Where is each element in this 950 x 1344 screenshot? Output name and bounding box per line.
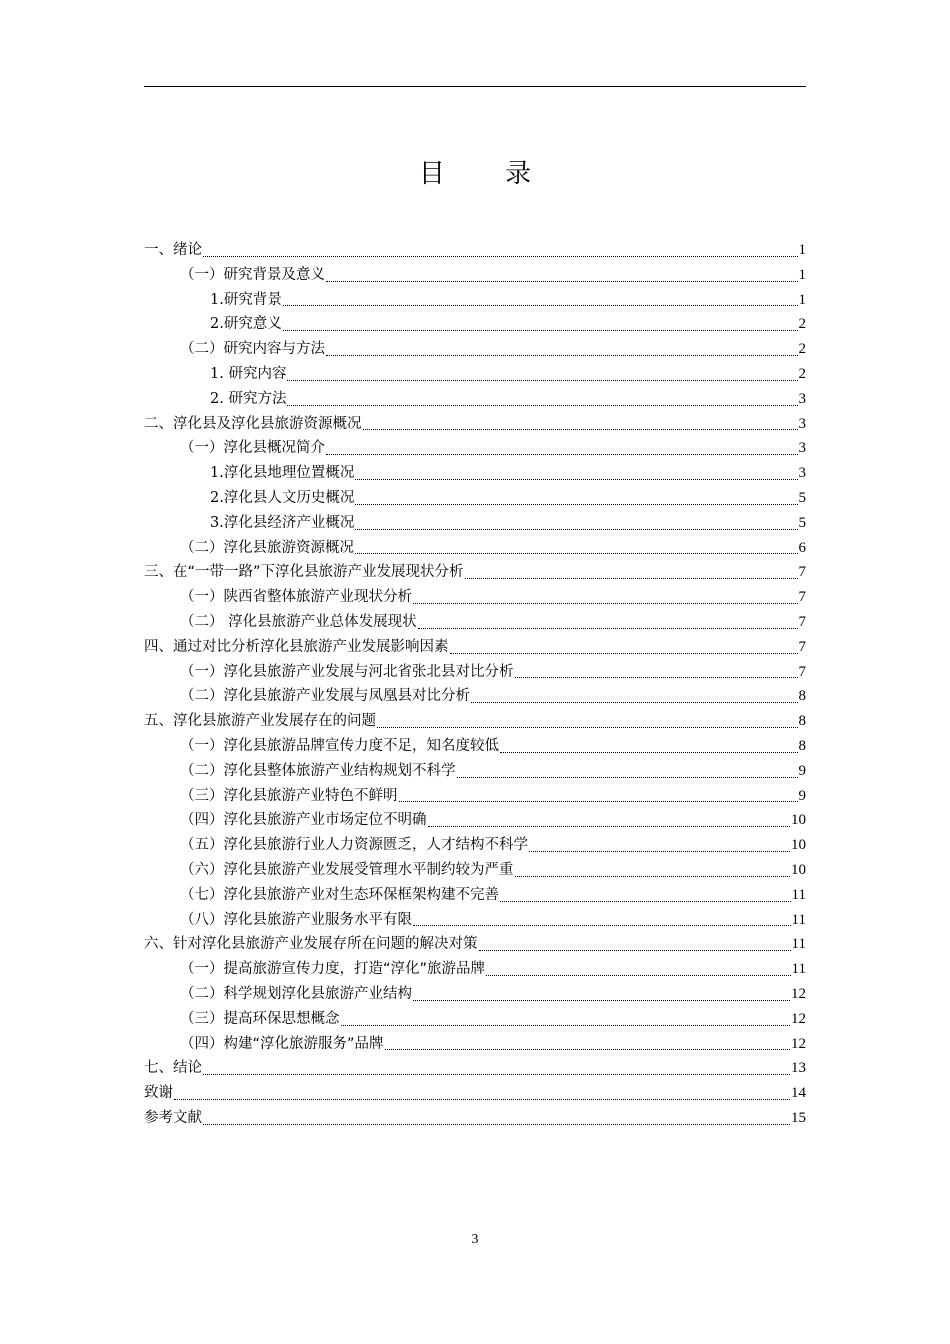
- toc-entry[interactable]: [144, 461, 806, 486]
- toc-entry[interactable]: [144, 784, 806, 809]
- toc-entry-page: 8: [798, 737, 806, 754]
- toc-entry-title: 3.淳化县经济产业概况: [210, 514, 355, 531]
- toc-entry[interactable]: [144, 560, 806, 585]
- toc-leader-dots: [413, 603, 798, 604]
- toc-entry-title: （一）陕西省整体旅游产业现状分析: [180, 589, 412, 606]
- toc-entry-page: 15: [791, 1109, 806, 1126]
- toc-entry[interactable]: [144, 337, 806, 362]
- toc-entry[interactable]: [144, 1081, 806, 1106]
- toc-entry[interactable]: [144, 1007, 806, 1032]
- toc-leader-dots: [203, 1124, 790, 1125]
- toc-leader-dots: [428, 826, 791, 827]
- toc-entry-title: 1. 研究内容: [210, 365, 287, 382]
- toc-entry[interactable]: [144, 511, 806, 536]
- toc-leader-dots: [515, 677, 798, 678]
- toc-leader-dots: [399, 801, 798, 802]
- toc-leader-dots: [465, 578, 798, 579]
- toc-entry-page: 12: [791, 1035, 806, 1052]
- toc-leader-dots: [283, 305, 798, 306]
- toc-entry-page: 11: [791, 961, 806, 978]
- toc-entry-page: 14: [791, 1085, 806, 1102]
- toc-leader-dots: [355, 553, 798, 554]
- toc-leader-dots: [326, 454, 798, 455]
- toc-entry[interactable]: [144, 610, 806, 635]
- toc-entry-page: 10: [791, 837, 806, 854]
- toc-entry-page: 7: [798, 663, 806, 680]
- toc-entry[interactable]: [144, 660, 806, 685]
- toc-entry-page: 12: [791, 985, 806, 1002]
- toc-leader-dots: [486, 975, 791, 976]
- toc-entry-title: （一）淳化县旅游品牌宣传力度不足，知名度较低: [180, 737, 499, 754]
- page-number: 3: [471, 1232, 479, 1247]
- toc-entry-title: （三）提高环保思想概念: [180, 1010, 340, 1027]
- toc-entry[interactable]: [144, 387, 806, 412]
- toc-entry-title: （二）淳化县旅游产业发展与凤凰县对比分析: [180, 688, 470, 705]
- toc-entry-page: 7: [798, 564, 806, 581]
- toc-entry-title: 致谢: [144, 1085, 173, 1102]
- toc-leader-dots: [174, 1099, 790, 1100]
- toc-entry-page: 3: [798, 465, 806, 482]
- toc-entry[interactable]: [144, 858, 806, 883]
- toc-entry-title: （一）淳化县概况简介: [180, 440, 325, 457]
- toc-entry-title: 1.淳化县地理位置概况: [210, 465, 355, 482]
- toc-entry-title: （一）淳化县旅游产业发展与河北省张北县对比分析: [180, 663, 514, 680]
- toc-entry-title: 2.研究意义: [210, 316, 282, 333]
- toc-leader-dots: [203, 1074, 790, 1075]
- toc-entry-page: 11: [791, 936, 806, 953]
- toc-entry-page: 13: [791, 1060, 806, 1077]
- toc-entry-title: （八）淳化县旅游产业服务水平有限: [180, 911, 412, 928]
- toc-entry-title: 五、淳化县旅游产业发展存在的问题: [144, 713, 376, 730]
- toc-entry-page: 11: [791, 911, 806, 928]
- toc-leader-dots: [341, 1025, 791, 1026]
- toc-entry-page: 5: [798, 489, 806, 506]
- toc-entry[interactable]: [144, 486, 806, 511]
- toc-entry-title: 2. 研究方法: [210, 390, 287, 407]
- toc-entry-page: 8: [798, 688, 806, 705]
- toc-entry[interactable]: [144, 734, 806, 759]
- toc-entry-page: 11: [791, 886, 806, 903]
- toc-entry-page: 12: [791, 1010, 806, 1027]
- toc-entry[interactable]: [144, 684, 806, 709]
- toc-leader-dots: [326, 281, 798, 282]
- toc-entry[interactable]: [144, 709, 806, 734]
- toc-entry[interactable]: [144, 263, 806, 288]
- toc-entry-title: （一）研究背景及意义: [180, 266, 325, 283]
- toc-leader-dots: [355, 529, 797, 530]
- toc-entry-page: 6: [798, 539, 806, 556]
- toc-entry[interactable]: [144, 362, 806, 387]
- toc-entry-title: 四、通过对比分析淳化县旅游产业发展影响因素: [144, 638, 449, 655]
- toc-entry-page: 9: [798, 762, 806, 779]
- toc-entry-title: 三、在“一带一路”下淳化县旅游产业发展现状分析: [144, 564, 464, 581]
- toc-entry-title: （二）科学规划淳化县旅游产业结构: [180, 985, 412, 1002]
- toc-title: 目 录: [418, 159, 558, 189]
- toc-entry-title: （三）淳化县旅游产业特色不鲜明: [180, 787, 398, 804]
- toc-entry[interactable]: [144, 412, 806, 437]
- toc-entry-title: （四）淳化县旅游产业市场定位不明确: [180, 812, 427, 829]
- toc-entry-title: （四）构建“淳化旅游服务”品牌: [180, 1035, 384, 1052]
- toc-leader-dots: [413, 925, 791, 926]
- toc-leader-dots: [287, 405, 797, 406]
- toc-entry[interactable]: [144, 808, 806, 833]
- toc-leader-dots: [203, 256, 798, 257]
- toc-entry[interactable]: [144, 436, 806, 461]
- toc-entry[interactable]: [144, 585, 806, 610]
- toc-entry-page: 5: [798, 514, 806, 531]
- toc-leader-dots: [363, 429, 798, 430]
- toc-entry-page: 9: [798, 787, 806, 804]
- toc-entry-title: （七）淳化县旅游产业对生态环保框架构建不完善: [180, 886, 499, 903]
- toc-leader-dots: [355, 479, 797, 480]
- toc-leader-dots: [377, 727, 798, 728]
- toc-entry-page: 7: [798, 638, 806, 655]
- toc-entry[interactable]: [144, 908, 806, 933]
- toc-entry-title: 一、绪论: [144, 242, 202, 258]
- toc-entry-title: （二）淳化县整体旅游产业结构规划不科学: [180, 762, 456, 779]
- toc-entry-title: （六）淳化县旅游产业发展受管理水平制约较为严重: [180, 861, 514, 878]
- toc-entry[interactable]: [144, 288, 806, 313]
- toc-entry-title: 2.淳化县人文历史概况: [210, 489, 355, 506]
- toc-entry-page: 3: [798, 415, 806, 432]
- toc-leader-dots: [385, 1049, 790, 1050]
- toc-entry-page: 1: [798, 266, 806, 283]
- toc-entry-page: 7: [798, 613, 806, 630]
- toc-entry-title: （一）提高旅游宣传力度，打造“淳化”旅游品牌: [180, 961, 486, 978]
- toc-leader-dots: [413, 1000, 790, 1001]
- toc-entry-page: 10: [791, 812, 806, 829]
- toc-entry[interactable]: [144, 1106, 806, 1131]
- toc-entry-page: 3: [798, 390, 806, 407]
- toc-entry[interactable]: [144, 635, 806, 660]
- toc-entry-title: （五）淳化县旅游行业人力资源匮乏，人才结构不科学: [180, 837, 528, 854]
- toc-entry[interactable]: [144, 932, 806, 957]
- toc-leader-dots: [479, 950, 791, 951]
- toc-entry-page: 10: [791, 861, 806, 878]
- toc-entry[interactable]: [144, 238, 806, 263]
- toc-entry-title: 六、针对淳化县旅游产业发展存所在问题的解决对策: [144, 936, 478, 953]
- toc-entry-page: 2: [798, 365, 806, 382]
- toc-entry-page: 8: [798, 713, 806, 730]
- toc-entry-title: 参考文献: [144, 1109, 202, 1126]
- toc-leader-dots: [500, 752, 798, 753]
- toc-entry[interactable]: [144, 1032, 806, 1057]
- toc-entry[interactable]: [144, 1056, 806, 1081]
- toc-entry[interactable]: [144, 536, 806, 561]
- toc-entry-page: 3: [798, 440, 806, 457]
- table-of-contents: [144, 238, 806, 1131]
- toc-entry-title: （二）淳化县旅游资源概况: [180, 539, 354, 556]
- toc-leader-dots: [283, 330, 798, 331]
- toc-leader-dots: [500, 901, 791, 902]
- toc-entry-title: 七、结论: [144, 1060, 202, 1077]
- toc-entry[interactable]: [144, 957, 806, 982]
- toc-leader-dots: [515, 876, 791, 877]
- toc-entry-title: 二、淳化县及淳化县旅游资源概况: [144, 415, 362, 432]
- toc-entry[interactable]: [144, 833, 806, 858]
- toc-entry-page: 1: [798, 291, 806, 308]
- toc-entry-page: 7: [798, 589, 806, 606]
- toc-leader-dots: [326, 355, 798, 356]
- toc-entry[interactable]: [144, 982, 806, 1007]
- toc-leader-dots: [355, 504, 797, 505]
- toc-entry[interactable]: [144, 312, 806, 337]
- toc-entry-page: 2: [798, 316, 806, 333]
- toc-entry[interactable]: [144, 883, 806, 908]
- toc-entry-page: 1: [798, 242, 806, 258]
- toc-entry-page: 2: [798, 341, 806, 358]
- toc-leader-dots: [471, 702, 798, 703]
- toc-entry[interactable]: [144, 759, 806, 784]
- toc-entry-title: （二） 淳化县旅游产业总体发展现状: [180, 613, 417, 630]
- toc-entry-title: （二）研究内容与方法: [180, 341, 325, 358]
- header-rule: [144, 86, 806, 87]
- toc-leader-dots: [418, 628, 798, 629]
- toc-entry-title: 1.研究背景: [210, 291, 282, 308]
- toc-leader-dots: [457, 777, 798, 778]
- toc-leader-dots: [529, 851, 790, 852]
- toc-leader-dots: [450, 653, 798, 654]
- toc-leader-dots: [287, 380, 797, 381]
